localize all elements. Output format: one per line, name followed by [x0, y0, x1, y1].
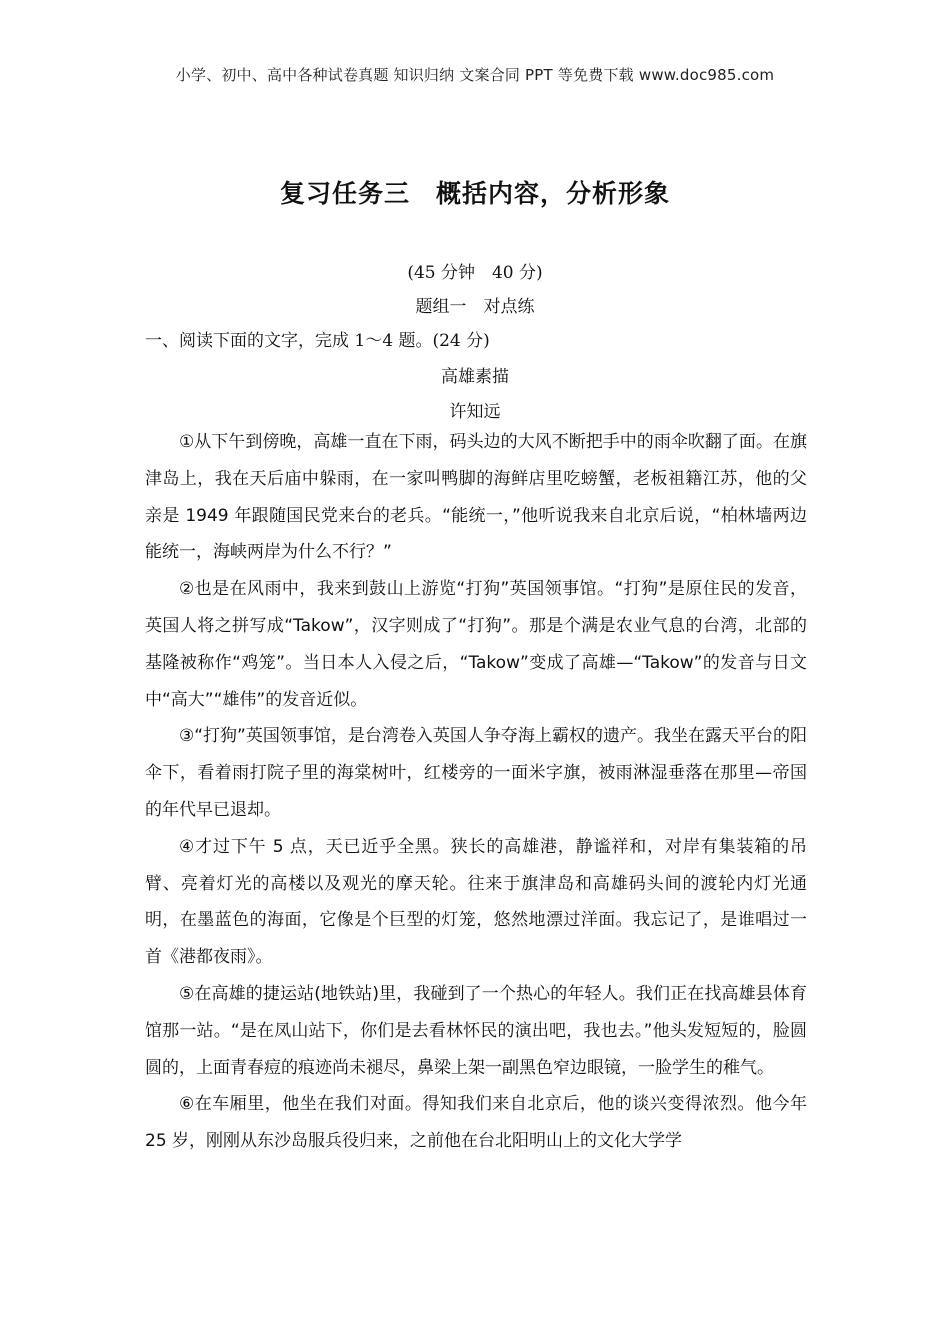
paragraph-2: ②也是在风雨中，我来到鼓山上游览“打狗”英国领事馆。“打狗”是原住民的发音，英国人将之拼写成“Takow”，汉字则成了“打狗”。那是个满是农业气息的台湾，北部的基隆被称作“鸡笼”。当日本人入侵之后，“Takow”变成了高雄—“Takow”的发音与日文中“高大”“雄伟”的发音近似。 — [145, 579, 807, 710]
article-author: 许知远 — [449, 402, 501, 422]
paragraph-3: ③“打狗”英国领事馆，是台湾卷入英国人争夺海上霸权的遗产。我坐在露天平台的阳伞下，看着雨打院子里的海棠树叶，红楼旁的一面米字旗，被雨淋湿垂落在那里—帝国的年代早已退却。 — [145, 726, 807, 820]
article-body — [145, 424, 807, 1160]
paragraph-6: ⑥在车厢里，他坐在我们对面。得知我们来自北京后，他的谈兴变得浓烈。他今年 25 岁，刚刚从东沙岛服兵役归来，之前他在台北阳明山上的文化大学学 — [145, 1094, 807, 1152]
paragraph-5: ⑤在高雄的捷运站(地铁站)里，我碰到了一个热心的年轻人。我们正在找高雄县体育馆那一站。“是在凤山站下，你们是去看林怀民的演出吧，我也去。”他头发短短的，脸圆圆的，上面青春痘的痕迹尚未褪尽，鼻梁上架一副黑色窄边眼镜，一脸学生的稚气。 — [145, 983, 807, 1078]
paragraph-4: ④才过下午 5 点，天已近乎全黑。狭长的高雄港，静谧祥和，对岸有集装箱的吊臂、亮着灯光的高楼以及观光的摩天轮。往来于旗津岛和高雄码头间的渡轮内灯光通明，在墨蓝色的海面，它像是个巨型的灯笼，悠然地漂过洋面。我忘记了，是谁唱过一首《港都夜雨》。 — [145, 836, 807, 968]
article-title: 高雄素描 — [441, 367, 509, 387]
time-score: (45 分钟 40 分) — [407, 263, 543, 283]
instruction: 一、阅读下面的文字，完成 1～4 题。(24 分) — [145, 331, 490, 351]
page-title: 复习任务三 概括内容，分析形象 — [279, 179, 670, 208]
question-group: 题组一 对点练 — [415, 297, 535, 317]
paragraph-1: ①从下午到傍晚，高雄一直在下雨，码头边的大风不断把手中的雨伞吹翻了面。在旗津岛上，我在天后庙中躲雨，在一家叫鸭脚的海鲜店里吃螃蟹，老板祖籍江苏，他的父亲是 1949 年跟随国民党来台的老兵。“能统一，”他听说我来自北京后说，“柏林墙两边能统一，海峡两岸为什么不行？” — [145, 432, 807, 563]
site-header: 小学、初中、高中各种试卷真题 知识归纳 文案合同 PPT 等免费下载 www.doc985.com — [175, 66, 775, 84]
